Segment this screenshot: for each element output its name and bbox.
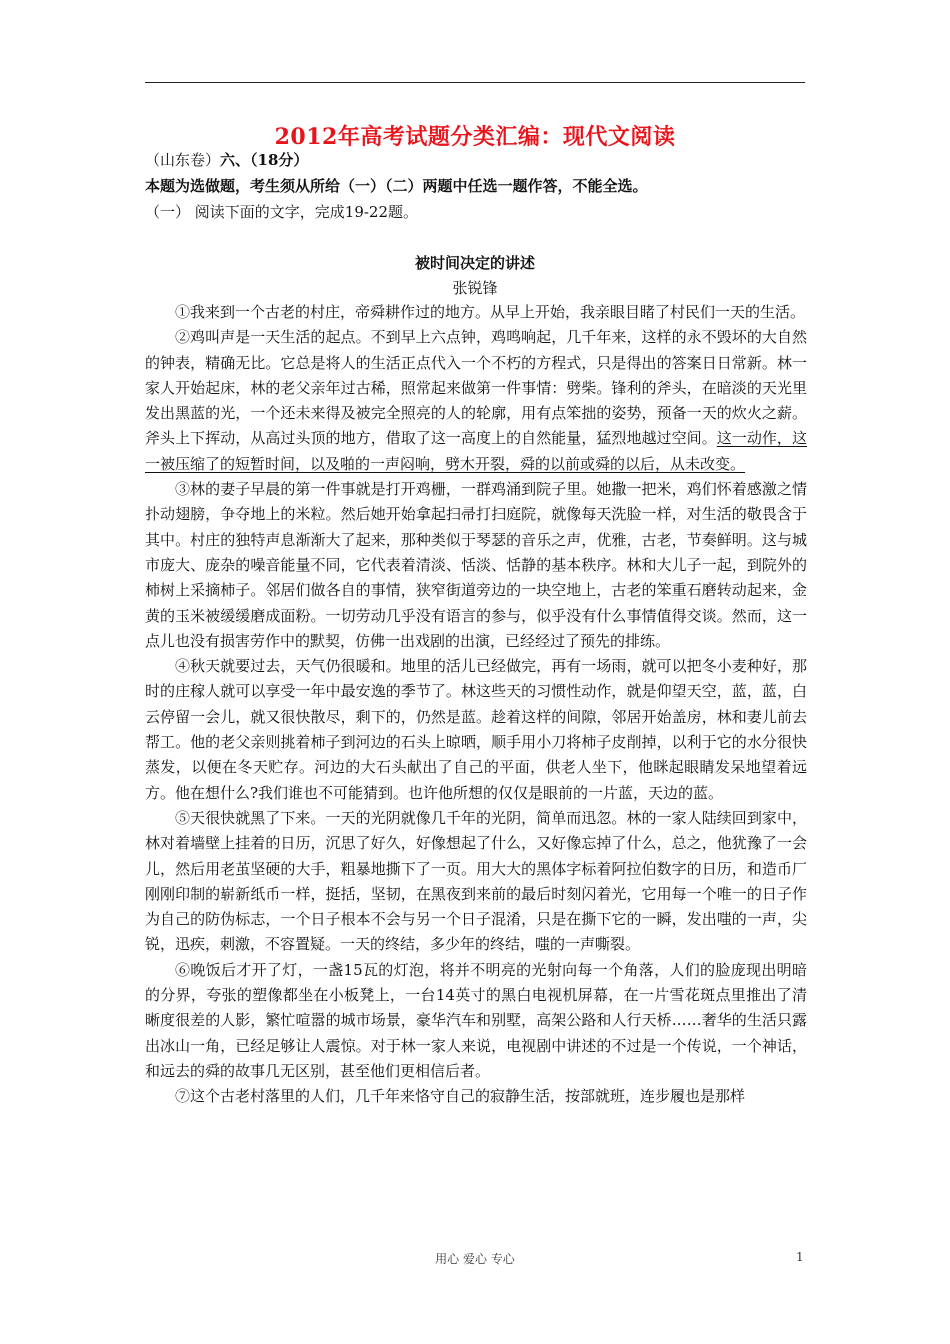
article-title: 被时间决定的讲述	[414, 254, 535, 272]
paragraph-2	[145, 325, 807, 477]
footer-text: 用心 爱心 专心	[435, 1252, 515, 1266]
underlined-sentence: 这一动作，这一被压缩了的短暂时间，以及啪的一声闷响，劈木开裂，舜的以前或舜的以后，从未改变。	[145, 429, 807, 473]
article-author: 张锐锋	[452, 279, 498, 297]
paragraph-5: ⑤天很快就黑了下来。一天的光阴就像几千年的光阴，简单而迅忽。林的一家人陆续回到家中，林对着墙壁上挂着的日历，沉思了好久，好像想起了什么，又好像忘掉了什么，总之，他犹豫了一会儿，然后用老茧坚硬的大手，粗暴地撕下了一页。用大大的黑体字标着阿拉伯数字的日历，和造币厂刚刚印制的崭新纸币一样，挺括，坚韧，在黑夜到来前的最后时刻闪着光，它用每一个唯一的日子作为自己的防伪标志，一个日子根本不会与另一个日子混淆，只是在撕下它的一瞬，发出嗤的一声，尖锐，迅疾，刺激，不容置疑。一天的终结，多少年的终结，嗤的一声嘶裂。	[145, 808, 807, 954]
exam-source-line	[145, 150, 308, 170]
paragraph-2-text: ②鸡叫声是一天生活的起点。不到早上六点钟，鸡鸣响起，几千年来，这样的永不毁坏的大自然的钟表，精确无比。它总是将人的生活正点代入一个不朽的方程式，只是得出的答案日日常新。林一家人开始起床，林的老父亲年过古稀，照常起来做第一件事情：劈柴。锋利的斧头，在暗淡的天光里发出黑蓝的光，一个还未来得及被完全照亮的人的轮廓，用有点笨拙的姿势，预备一天的炊火之薪。斧头上下挥动，从高过头顶的地方，借取了这一高度上的自然能量，猛烈地越过空间。	[145, 328, 807, 448]
paragraph-7: ⑦这个古老村落里的人们，几千年来恪守自己的寂静生活，按部就班，连步履也是那样	[175, 1087, 746, 1106]
document-title: 2012年高考试题分类汇编：现代文阅读	[274, 124, 676, 150]
article-body	[145, 300, 807, 1110]
paragraph-1: ①我来到一个古老的村庄，帝舜耕作过的地方。从早上开始，我亲眼目睹了村民们一天的生活。	[175, 303, 806, 321]
instruction-text: 本题为选做题，考生须从所给（一）（二）两题中任选一题作答，不能全选。	[145, 177, 648, 195]
page-number: 1	[796, 1250, 804, 1264]
section-label: 六、（18分）	[220, 151, 309, 169]
paragraph-4: ④秋天就要过去，天气仍很暖和。地里的活儿已经做完，再有一场雨，就可以把冬小麦种好，那时的庄稼人就可以享受一年中最安逸的季节了。林这些天的习惯性动作，就是仰望天空，蓝，蓝，白云停留一会儿，就又很快散尽，剩下的，仍然是蓝。趁着这样的间隙，邻居开始盖房，林和妻儿前去帮工。他的老父亲则挑着柿子到河边的石头上晾晒，顺手用小刀将柿子皮削掉，以利于它的水分很快蒸发，以便在冬天贮存。河边的大石头献出了自己的平面，供老人坐下，他眯起眼睛发呆地望着远方。他在想什么?我们谁也不可能猜到。也许他所想的仅仅是眼前的一片蓝，天边的蓝。	[145, 657, 807, 802]
paragraph-3: ③林的妻子早晨的第一件事就是打开鸡栅，一群鸡涌到院子里。她撒一把米，鸡们怀着感激之情扑动翅膀，争夺地上的米粒。然后她开始拿起扫帚打扫庭院，就像每天洗脸一样，对生活的敬畏含于其中。村庄的独特声息渐渐大了起来，那种类似于琴瑟的音乐之声，优雅，古老，节奏鲜明。这与城市庞大、庞杂的噪音能量不同，它代表着清淡、恬淡、恬静的基本秩序。林和大儿子一起，到院外的柿树上采摘柿子。邻居们做各自的事情，狭窄街道旁边的一块空地上，古老的笨重石磨转动起来，金黄的玉米被缓缓磨成面粉。一切劳动几乎没有语言的参与，似乎没有什么事情值得交谈。然而，这一点儿也没有损害劳作中的默契，仿佛一出戏剧的出演，已经经过了预先的排练。	[145, 480, 807, 650]
header-rule	[145, 82, 805, 83]
subtask-text: （一） 阅读下面的文字，完成19-22题。	[145, 203, 419, 221]
exam-source: （山东卷）	[145, 151, 221, 169]
paragraph-6: ⑥晚饭后才开了灯，一盏15瓦的灯泡，将并不明亮的光射向每一个角落，人们的脸庞现出明暗的分界，夸张的塑像都坐在小板凳上，一台14英寸的黑白电视机屏幕，在一片雪花斑点里推出了清晰度很差的人影，繁忙喧嚣的城市场景，豪华汽车和别墅，高架公路和人行天桥……奢华的生活只露出冰山一角，已经足够让人震惊。对于林一家人来说，电视剧中讲述的不过是一个传说，一个神话，和远去的舜的故事几无区别，甚至他们更相信后者。	[145, 960, 807, 1080]
